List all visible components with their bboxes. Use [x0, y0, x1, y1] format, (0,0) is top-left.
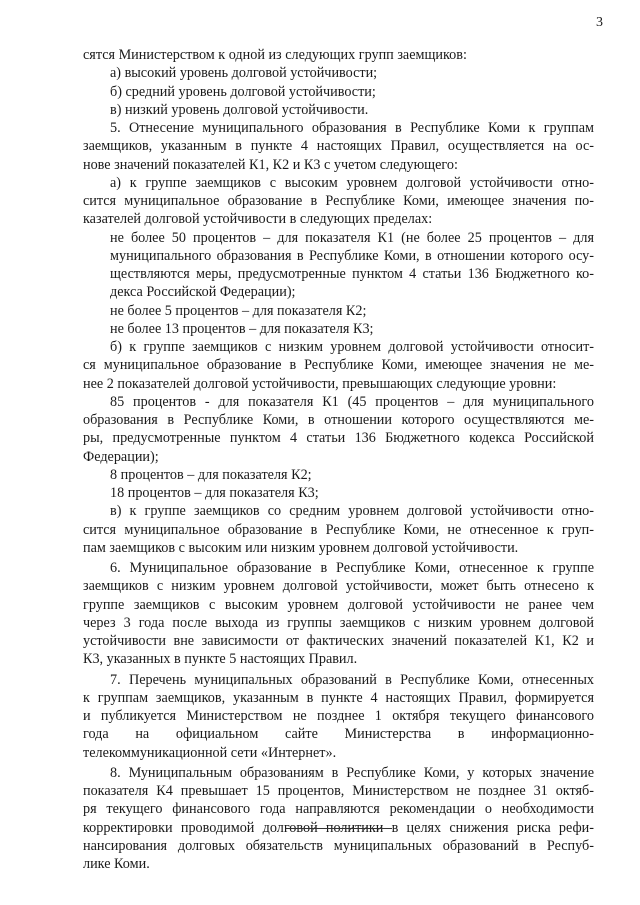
text-line: сится муниципальное образование в Республике Коми, имеющее значения по- — [83, 193, 594, 209]
text-line: 6. Муниципальное образование в Республике Коми, отнесенное к группе — [110, 560, 594, 576]
text-line: заемщиков с низким уровнем долговой устойчивости, может быть отнесено к — [83, 578, 594, 595]
text-line: 8. Муниципальным образованиям в Республике Коми, у которых значение — [110, 764, 594, 781]
text-line: через 3 года после выхода из группы заемщиков с низким уровнем долговой — [83, 614, 594, 631]
text-line: сится муниципальное образование в Республике Коми, не отнесенное к груп- — [83, 521, 594, 538]
text-line: 8 процентов – для показателя К2; — [110, 466, 312, 483]
text-line: нове значений показателей К1, К2 и К3 с учетом следующего: — [83, 156, 458, 173]
end-rule — [286, 828, 392, 829]
text-line: лике Коми. — [83, 856, 150, 872]
text-line: ря текущего финансового года направляются рекомендации о необходимости — [83, 801, 594, 818]
text-line: телекоммуникационной сети «Интернет». — [83, 744, 337, 761]
text-line: устойчивости вне зависимости от фактических значений показателей К1, К2 и — [83, 633, 594, 649]
text-line: корректировки проводимой долговой политики в целях снижения риска рефи- — [83, 819, 594, 836]
text-line: пам заемщиков с высоким или низким уровнем долговой устойчивости. — [83, 539, 519, 556]
text-line: 7. Перечень муниципальных образований в Республике Коми, отнесенных — [110, 671, 594, 688]
text-line: нансирования долговых обязательств муниципальных образований в Респуб- — [83, 837, 594, 854]
text-line: 18 процентов – для показателя К3; — [110, 485, 319, 501]
text-line: муниципального образования в Республике Коми, в отношении которого осу- — [110, 247, 594, 264]
text-line: б) средний уровень долговой устойчивости; — [110, 83, 376, 100]
text-line: а) высокий уровень долговой устойчивости; — [110, 65, 378, 82]
text-line: заемщиков, указанным в пункте 4 настоящих Правил, осуществляется на ос- — [83, 138, 594, 155]
text-line: а) к группе заемщиков с высоким уровнем долговой устойчивости отно- — [110, 174, 594, 191]
text-line: группе заемщиков с высоким уровнем долговой устойчивости не ранее чем — [83, 596, 594, 613]
text-line: сятся Министерством к одной из следующих групп заемщиков: — [83, 47, 467, 63]
text-line: года на официальном сайте Министерства в информационно- — [83, 726, 594, 743]
text-line: нее 2 показателей долговой устойчивости, превышающих следующие уровни: — [83, 375, 557, 392]
text-line: показателя К4 превышает 15 процентов, Министерством не позднее 31 октяб- — [83, 783, 594, 799]
text-line: к группам заемщиков, указанным в пункте 4 настоящих Правил, формируется — [83, 689, 594, 706]
text-line: и публикуется Министерством не позднее 1 октября текущего финансового — [83, 708, 594, 724]
text-line: казателей долговой устойчивости в следующих пределах: — [83, 211, 433, 228]
text-line: Федерации); — [83, 448, 159, 465]
text-line: 5. Отнесение муниципального образования в Республике Коми к группам — [110, 120, 594, 136]
text-line: декса Российской Федерации); — [110, 284, 296, 301]
text-line: не более 13 процентов – для показателя К3; — [110, 320, 374, 337]
page-number: 3 — [596, 15, 603, 30]
text-line: б) к группе заемщиков с низким уровнем долговой устойчивости относит- — [110, 339, 594, 355]
text-line: образования в Республике Коми, в отношении которого осуществляются ме- — [83, 412, 594, 428]
text-line: К3, указанных в пункте 5 настоящих Правил. — [83, 651, 358, 668]
text-line: в) к группе заемщиков со средним уровнем долговой устойчивости отно- — [110, 503, 594, 520]
text-line: не более 50 процентов – для показателя К1 (не более 25 процентов – для — [110, 229, 594, 246]
text-line: ся муниципальное образование в Республике Коми, имеющее значения не ме- — [83, 357, 594, 374]
document-body — [83, 46, 594, 873]
text-line: в) низкий уровень долговой устойчивости. — [110, 101, 369, 118]
text-line: не более 5 процентов – для показателя К2; — [110, 302, 367, 319]
text-line: 85 процентов - для показателя К1 (45 процентов – для муниципального — [110, 393, 594, 410]
text-line: ры, предусмотренные пунктом 4 статьи 136 Бюджетного кодекса Российской — [83, 430, 594, 447]
text-line: ществляются меры, предусмотренные пунктом 4 статьи 136 Бюджетного ко- — [110, 266, 594, 282]
